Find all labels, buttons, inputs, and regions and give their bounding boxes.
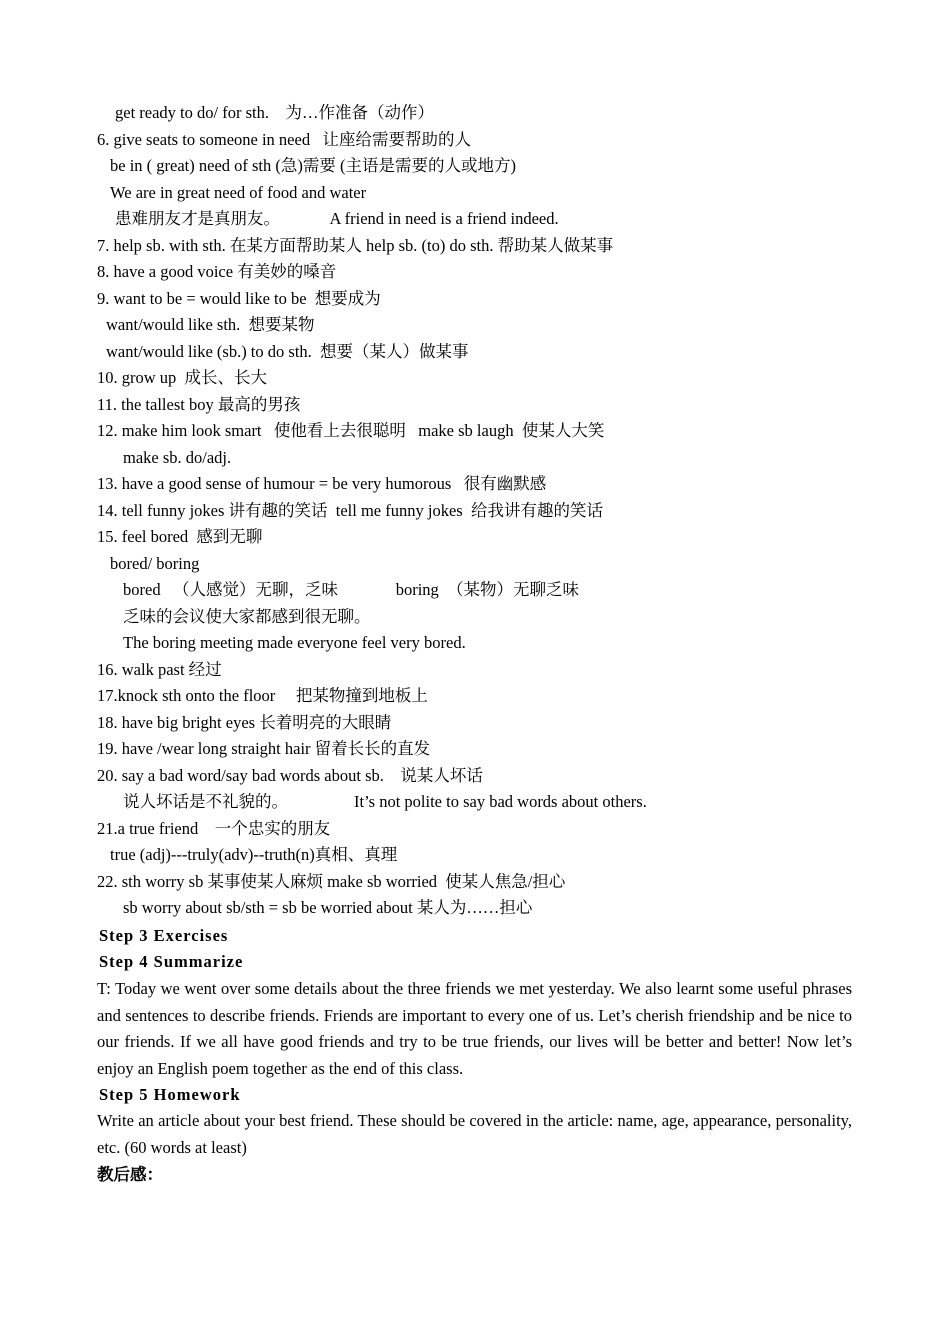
vocab-line: sb worry about sb/sth = sb be worried about 某人为……担心	[123, 898, 533, 917]
vocab-line: 22. sth worry sb 某事使某人麻烦 make sb worried 使某人焦急/担心	[97, 872, 566, 891]
vocab-line: 15. feel bored 感到无聊	[97, 527, 263, 546]
vocab-line: true (adj)---truly(adv)--truth(n)真相、真理	[110, 845, 398, 864]
vocab-line: 19. have /wear long straight hair 留着长长的直发	[97, 739, 431, 758]
homework-paragraph: Write an article about your best friend. These should be covered in the article: name, age, appearance, personality, etc. (60 words at least)	[97, 1111, 852, 1157]
vocab-line: The boring meeting made everyone feel very bored.	[123, 633, 466, 652]
vocab-line: make sb. do/adj.	[123, 448, 232, 467]
vocab-line: 11. the tallest boy 最高的男孩	[97, 395, 301, 414]
summary-paragraph: T: Today we went over some details about the three friends we met yesterday. We also learnt some useful phrases and sentences to describe friends. Friends are important to every one of us. Let’s cherish friendship and be nice to our friends. If we all have good friends and try to be true friends, our lives will be better and better! Now let’s enjoy an English poem together as the end of this class.	[97, 979, 852, 1078]
vocab-line: 7. help sb. with sth. 在某方面帮助某人 help sb. (to) do sth. 帮助某人做某事	[97, 236, 614, 255]
step5-heading: Step 5 Homework	[99, 1085, 241, 1104]
vocab-line: 患难朋友才是真朋友。 A friend in need is a friend indeed.	[115, 209, 559, 228]
vocab-line: 12. make him look smart 使他看上去很聪明 make sb laugh 使某人大笑	[97, 421, 605, 440]
vocab-line: 乏味的会议使大家都感到很无聊。	[123, 607, 371, 626]
step4-heading: Step 4 Summarize	[99, 952, 244, 971]
vocab-line: want/would like (sb.) to do sth. 想要（某人）做某事	[106, 342, 469, 361]
vocab-line: be in ( great) need of sth (急)需要 (主语是需要的人或地方)	[110, 156, 516, 175]
vocab-line: 18. have big bright eyes 长着明亮的大眼睛	[97, 713, 392, 732]
step3-heading: Step 3 Exercises	[99, 926, 229, 945]
vocab-line: 20. say a bad word/say bad words about sb. 说某人坏话	[97, 766, 483, 785]
vocab-line: 8. have a good voice 有美妙的嗓音	[97, 262, 337, 281]
vocab-line: bored/ boring	[110, 554, 200, 573]
vocab-line: bored （人感觉）无聊，乏味 boring （某物）无聊乏味	[123, 580, 580, 599]
vocab-line: 6. give seats to someone in need 让座给需要帮助的人	[97, 130, 471, 149]
vocab-line: get ready to do/ for sth. 为…作准备（动作）	[115, 103, 434, 122]
vocab-line: 10. grow up 成长、长大	[97, 368, 268, 387]
vocab-line: 21.a true friend 一个忠实的朋友	[97, 819, 331, 838]
reflection-label: 教后感：	[97, 1165, 163, 1184]
vocab-line: 14. tell funny jokes 讲有趣的笑话 tell me funny jokes 给我讲有趣的笑话	[97, 501, 603, 520]
vocab-line: 16. walk past 经过	[97, 660, 222, 679]
vocab-line: 9. want to be = would like to be 想要成为	[97, 289, 381, 308]
vocab-line: want/would like sth. 想要某物	[106, 315, 315, 334]
vocab-line: We are in great need of food and water	[110, 183, 367, 202]
vocab-line: 13. have a good sense of humour = be very humorous 很有幽默感	[97, 474, 547, 493]
vocab-line: 17.knock sth onto the floor 把某物撞到地板上	[97, 686, 428, 705]
vocab-line: 说人坏话是不礼貌的。 It’s not polite to say bad words about others.	[123, 792, 647, 811]
